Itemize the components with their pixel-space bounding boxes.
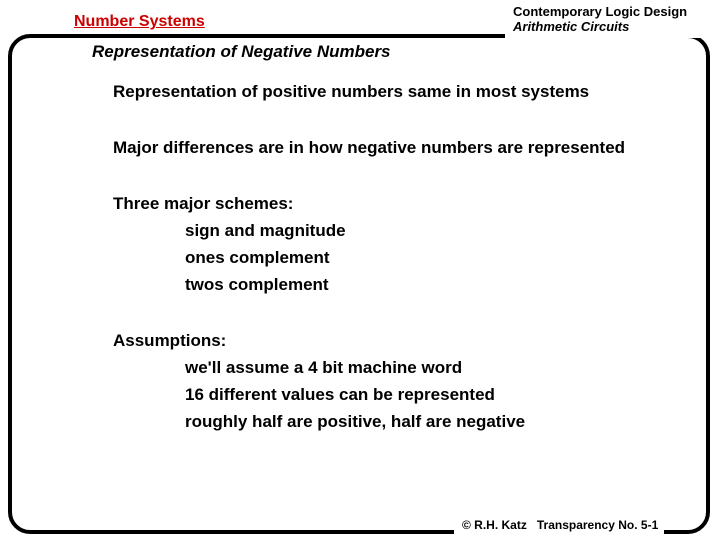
assumptions-heading: Assumptions: — [113, 331, 227, 350]
course-title: Contemporary Logic Design — [513, 4, 688, 19]
course-header — [505, 0, 710, 38]
section-label: Number Systems — [74, 13, 205, 30]
slide-title: Representation of Negative Numbers — [92, 42, 391, 61]
schemes-heading: Three major schemes: — [113, 194, 294, 213]
assumption-item: 16 different values can be represented — [185, 385, 495, 404]
paragraph-positive-representation: Representation of positive numbers same in most systems — [113, 82, 590, 101]
assumption-item: roughly half are positive, half are negative — [185, 412, 526, 431]
paragraph-negative-differences: Major differences are in how negative numbers are represented — [113, 138, 626, 157]
scheme-item: twos complement — [185, 275, 329, 294]
assumption-item: we'll assume a 4 bit machine word — [185, 358, 463, 377]
slide-body — [113, 82, 693, 432]
slide-footer — [454, 516, 664, 534]
scheme-item: ones complement — [185, 248, 330, 267]
transparency-number: Transparency No. 5-1 — [536, 518, 659, 532]
copyright-label: © R.H. Katz — [462, 518, 527, 532]
scheme-item: sign and magnitude — [185, 221, 346, 240]
course-topic: Arithmetic Circuits — [513, 19, 630, 34]
